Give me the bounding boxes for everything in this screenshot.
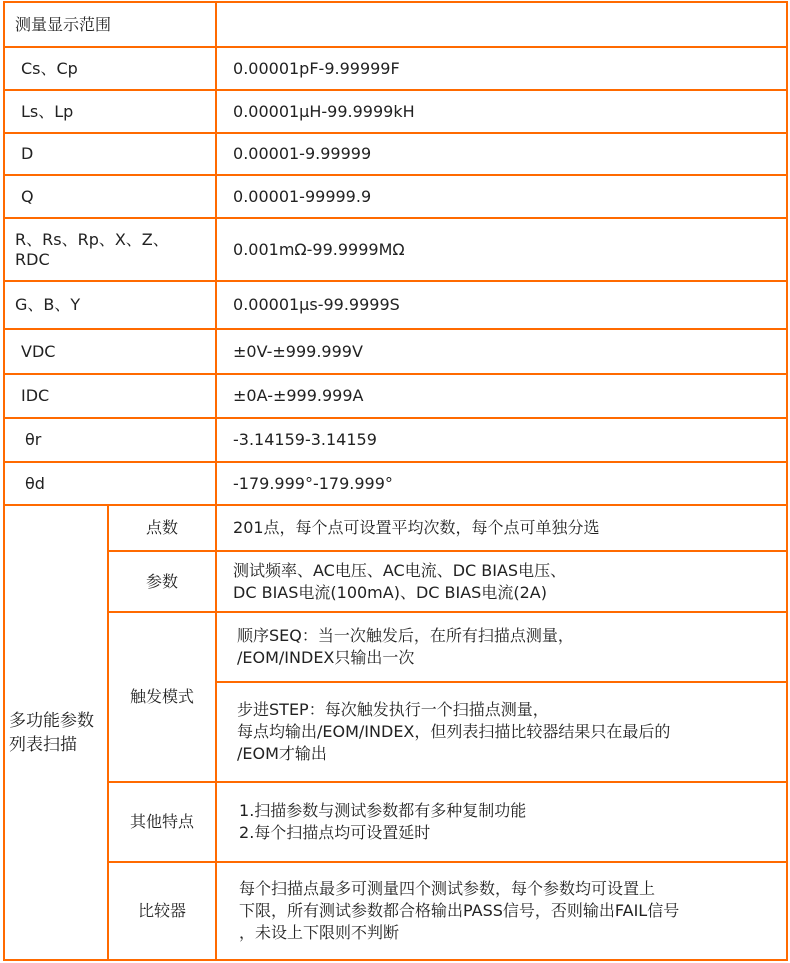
param-cell: D: [4, 133, 216, 175]
table-row: [4, 505, 787, 551]
range-cell: 0.00001pF-9.99999F: [216, 47, 787, 90]
range-cell: -3.14159-3.14159: [216, 418, 787, 462]
points-label: 点数: [108, 505, 216, 551]
text-line: 下限，所有测试参数都合格输出PASS信号，否则输出FAIL信号: [239, 901, 680, 920]
trigger-seq: [216, 612, 787, 682]
param-cell: θd: [4, 462, 216, 505]
text-line: DC BIAS电流(100mA)、DC BIAS电流(2A): [233, 582, 547, 602]
comparator-value: [216, 862, 787, 960]
points-value: 201点，每个点可设置平均次数，每个点可单独分选: [216, 505, 787, 551]
table-row: [4, 462, 787, 505]
params-value: [216, 551, 787, 612]
range-cell: 0.00001μs-99.9999S: [216, 281, 787, 329]
param-cell: θr: [4, 418, 216, 462]
trigger-step: [216, 682, 787, 782]
text-line: 每个扫描点最多可测量四个测试参数，每个参数均可设置上: [239, 879, 656, 898]
text-line: /EOM才输出: [237, 744, 327, 763]
comparator-label: 比较器: [108, 862, 216, 960]
table-row: [4, 47, 787, 90]
text-line: 2.每个扫描点均可设置延时: [239, 823, 431, 842]
range-cell: 0.001mΩ-99.9999MΩ: [216, 218, 787, 281]
text-line: 每点均输出/EOM/INDEX，但列表扫描比较器结果只在最后的: [237, 722, 671, 741]
table-row: [4, 175, 787, 218]
param-cell: [4, 218, 216, 281]
table-row: [4, 281, 787, 329]
param-cell: G、B、Y: [4, 281, 216, 329]
sweep-label: 多功能参数列表扫描: [9, 710, 94, 755]
range-cell: 0.00001μH-99.9999kH: [216, 90, 787, 133]
text-line: 步进STEP：每次触发执行一个扫描点测量，: [237, 700, 549, 719]
header-value: [216, 2, 787, 47]
spec-table: [3, 1, 788, 961]
range-cell: 0.00001-9.99999: [216, 133, 787, 175]
table-row: [4, 782, 787, 862]
text-line: 测试频率、AC电压、AC电流、DC BIAS电压、: [233, 560, 567, 580]
params-label: 参数: [108, 551, 216, 612]
other-value: [216, 782, 787, 862]
param-cell: VDC: [4, 329, 216, 374]
table-row: [4, 218, 787, 281]
range-cell: ±0A-±999.999A: [216, 374, 787, 418]
table-row: [4, 374, 787, 418]
table-row: [4, 2, 787, 47]
text-line: 1.扫描参数与测试参数都有多种复制功能: [239, 801, 527, 820]
text-line: /EOM/INDEX只输出一次: [237, 648, 415, 667]
table-row: [4, 329, 787, 374]
range-cell: 0.00001-99999.9: [216, 175, 787, 218]
table-row: [4, 551, 787, 612]
table-row: [4, 90, 787, 133]
param-cell: IDC: [4, 374, 216, 418]
param-cell: Ls、Lp: [4, 90, 216, 133]
other-label: 其他特点: [108, 782, 216, 862]
param-cell: Q: [4, 175, 216, 218]
header-label: 测量显示范围: [4, 2, 216, 47]
text-line: ，未设上下限则不判断: [239, 923, 400, 942]
sweep-label-cell: [4, 505, 108, 960]
param-text: R、Rs、Rp、X、Z、RDC: [15, 229, 169, 269]
table-row: [4, 418, 787, 462]
table-row: [4, 612, 787, 682]
range-cell: ±0V-±999.999V: [216, 329, 787, 374]
trigger-label: 触发模式: [108, 612, 216, 782]
range-cell: -179.999°-179.999°: [216, 462, 787, 505]
table-row: [4, 133, 787, 175]
text-line: 顺序SEQ：当一次触发后，在所有扫描点测量，: [237, 626, 574, 645]
table-row: [4, 862, 787, 960]
param-cell: Cs、Cp: [4, 47, 216, 90]
